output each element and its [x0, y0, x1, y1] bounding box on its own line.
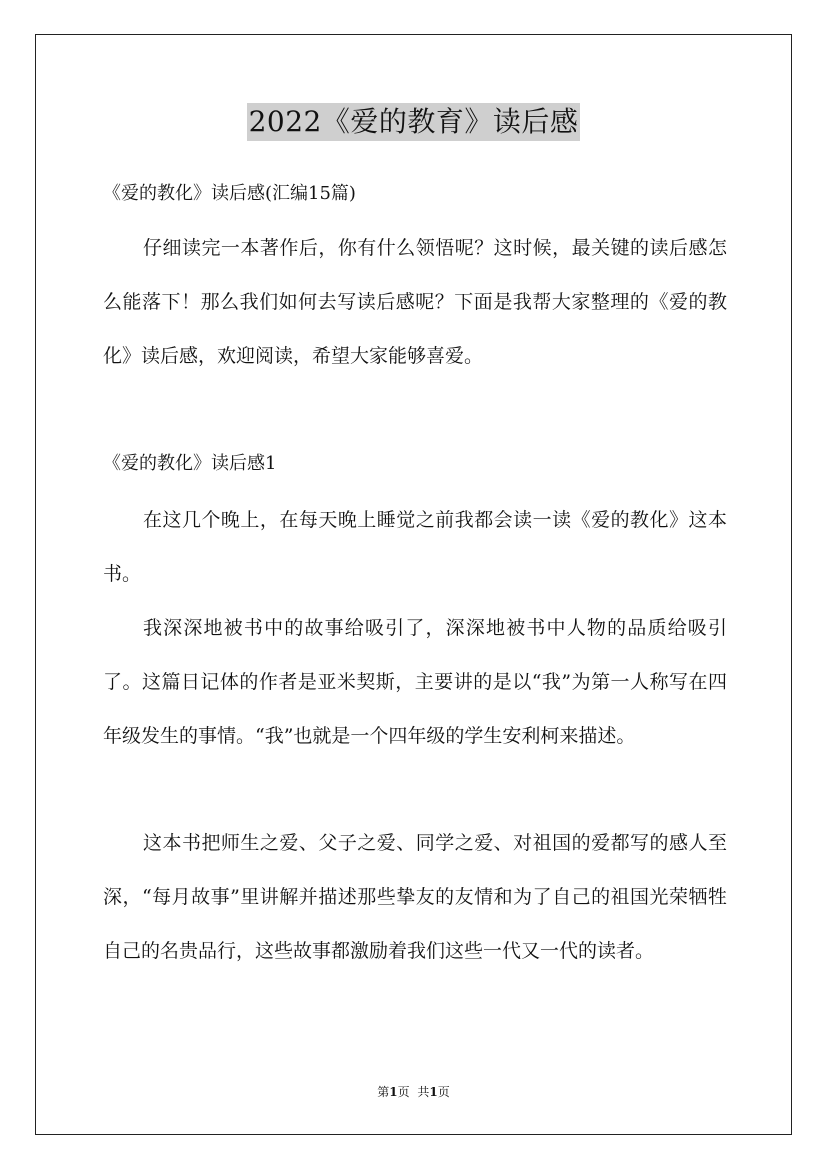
total-suffix: 页 [437, 1085, 450, 1099]
page-footer [0, 1084, 827, 1100]
body-paragraph: 这本书把师生之爱、父子之爱、同学之爱、对祖国的爱都写的感人至深，“每月故事”里讲解并描述那些挚友的友情和为了自己的祖国光荣牺牲自己的名贵品行，这些故事都激励着我们这些一代又一代的读者。 [103, 832, 727, 962]
section-heading: 《爱的教化》读后感1 [103, 453, 277, 474]
document-subtitle: 《爱的教化》读后感(汇编15篇) [103, 183, 356, 204]
body-paragraph: 在这几个晚上，在每天晚上睡觉之前我都会读一读《爱的教化》这本书。 [103, 509, 727, 585]
document-title: 2022《爱的教育》读后感 [247, 103, 581, 141]
intro-paragraph: 仔细读完一本著作后，你有什么领悟呢？这时候，最关键的读后感怎么能落下！那么我们如何去写读后感呢？下面是我帮大家整理的《爱的教化》读后感，欢迎阅读，希望大家能够喜爱。 [103, 237, 727, 367]
body-paragraph: 我深深地被书中的故事给吸引了，深深地被书中人物的品质给吸引了。这篇日记体的作者是亚米契斯，主要讲的是以“我”为第一人称写在四年级发生的事情。“我”也就是一个四年级的学生安利柯来描述。 [103, 617, 727, 747]
page-suffix: 页 [397, 1085, 410, 1099]
total-pages: 1 [429, 1085, 438, 1099]
page-prefix: 第 [377, 1085, 390, 1099]
title-container [0, 103, 827, 141]
total-prefix: 共 [417, 1085, 430, 1099]
page-number: 1 [389, 1085, 398, 1099]
